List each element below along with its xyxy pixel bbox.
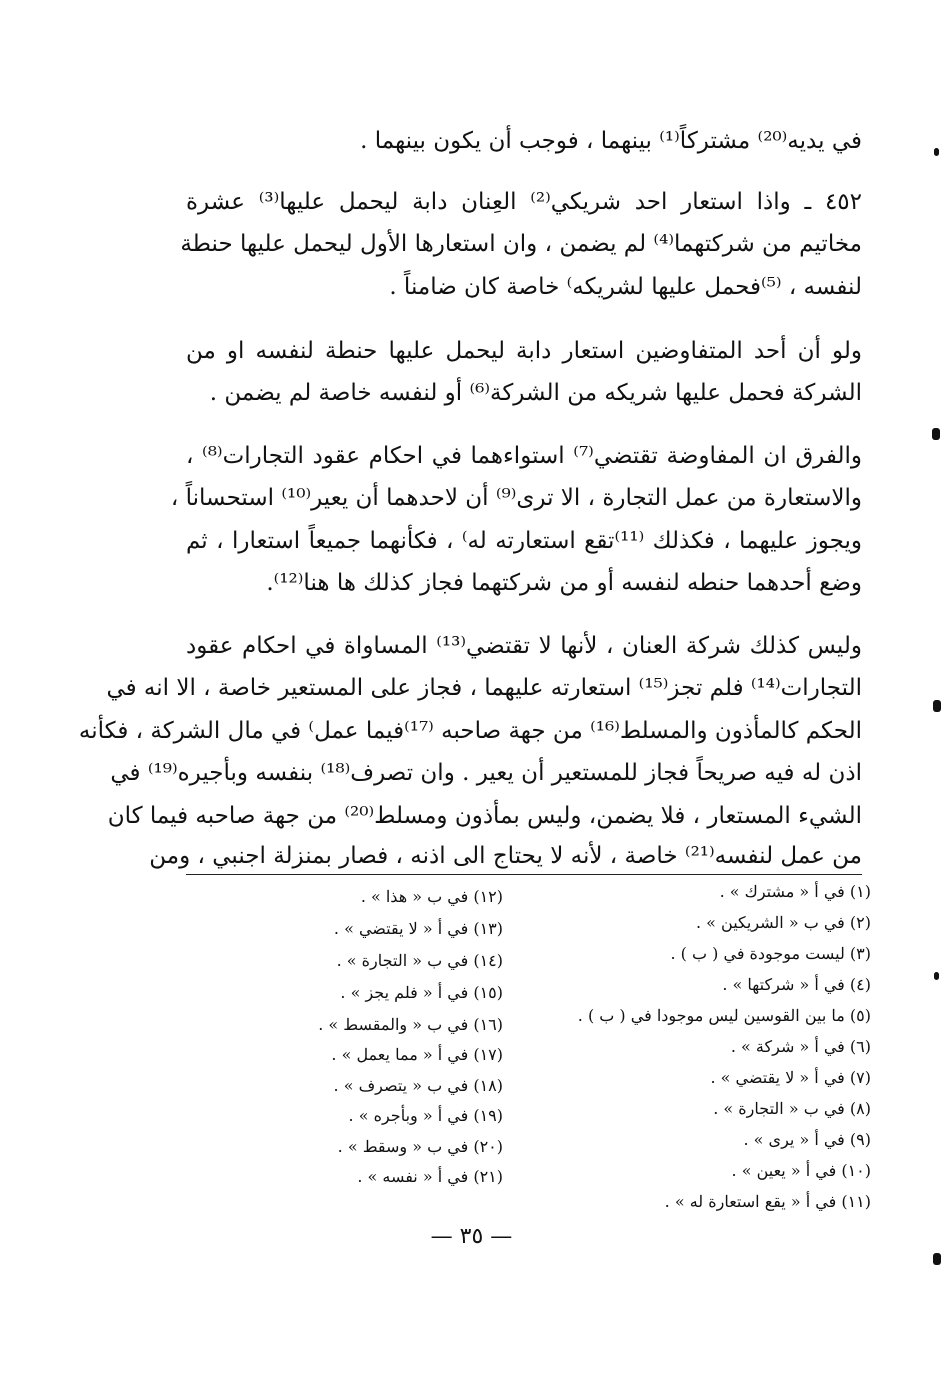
body-line: التجارات⁽¹⁴⁾ فلم تجز⁽¹⁵⁾ استعارته عليهما ، فجاز على المستعير خاصة ، الا انه في	[106, 675, 862, 701]
body-line: والاستعارة من عمل التجارة ، الا ترى⁽⁹⁾ أن لاحدهما أن يعير⁽¹⁰⁾ استحساناً ،	[170, 485, 862, 511]
footnote: (٥) ما بين القوسين ليس موجودا في ( ب ) .	[577, 1006, 871, 1025]
footnote: (١٣) في أ « لا يقتضي » .	[333, 919, 503, 938]
footnote: (١٠) في أ « يعين » .	[731, 1161, 871, 1180]
footnote: (٢) في ب « الشريكين » .	[695, 913, 871, 932]
body-line: ٤٥٢ ـ واذا استعار احد شريكي⁽²⁾ العِنان دابة ليحمل عليها⁽³⁾ عشرة	[186, 189, 862, 215]
footnote: (٦) في أ « شركة » .	[730, 1037, 871, 1056]
footnote: (١٨) في ب « يتصرف » .	[333, 1076, 503, 1095]
footnote: (٧) في أ « لا يقتضي » .	[710, 1068, 871, 1087]
footnote: (١) في أ « مشترك » .	[719, 882, 871, 901]
body-line: والفرق ان المفاوضة تقتضي⁽⁷⁾ استواءهما في احكام عقود التجارات⁽⁸⁾ ،	[186, 443, 862, 469]
footnote: (١٦) في ب « والمقسط » .	[318, 1015, 503, 1034]
body-line: ويجوز عليهما ، فكذلك ⁽¹¹⁾تقع استعارته له⁾ ، فكأنهما جميعاً استعارا ، ثم	[186, 528, 862, 554]
footnote: (١٢) في ب « هذا » .	[360, 887, 503, 906]
scan-mark	[932, 428, 940, 440]
footnote: (٩) في أ « يرى » .	[743, 1130, 871, 1149]
scan-mark	[934, 972, 939, 980]
scan-mark	[933, 700, 941, 712]
footnote: (٢٠) في ب « وسقط » .	[337, 1137, 503, 1156]
scan-mark	[934, 148, 939, 156]
body-line: الشيء المستعار ، فلا يضمن، وليس بمأذون ومسلط⁽²⁰⁾ من جهة صاحبه فيما كان	[107, 803, 862, 829]
footnote: (٨) في ب « التجارة » .	[713, 1099, 871, 1118]
body-line: وليس كذلك شركة العنان ، لأنها لا تقتضي⁽¹³⁾ المساواة في احكام عقود	[186, 633, 862, 659]
page-number: — ٣٥ —	[430, 1224, 513, 1249]
body-line: ولو أن أحد المتفاوضين استعار دابة ليحمل عليها حنطة لنفسه او من	[186, 338, 862, 364]
footnote: (١٩) في أ « وبأجره » .	[348, 1106, 503, 1125]
footnote: (١٧) في أ « مما يعمل » .	[331, 1045, 503, 1064]
scan-mark	[933, 1253, 941, 1265]
body-line: في يديه⁽²⁰⁾ مشتركاً⁽¹⁾ بينهما ، فوجب أن يكون بينهما .	[360, 128, 862, 154]
footnote: (٣) ليست موجودة في ( ب ) .	[670, 944, 871, 963]
body-line: الشركة فحمل عليها شريكه من الشركة⁽⁶⁾ أو لنفسه خاصة لم يضمن .	[209, 380, 862, 406]
body-line: لنفسه ، ⁽⁵⁾فحمل عليها لشريكه⁾ خاصة كان ضامناً .	[389, 274, 862, 300]
body-line: من عمل لنفسه⁽²¹⁾ خاصة ، لأنه لا يحتاج الى اذنه ، فصار بمنزلة اجنبي ، ومن	[149, 843, 862, 869]
footnote: (١٤) في ب « التجارة » .	[336, 951, 503, 970]
body-line: اذن له فيه صريحاً فجاز للمستعير أن يعير . وان تصرف⁽¹⁸⁾ بنفسه وبأجيره⁽¹⁹⁾ في	[110, 760, 862, 786]
body-line: الحكم كالمأذون والمسلط⁽¹⁶⁾ من جهة صاحبه ⁽¹⁷⁾فيما عمل⁾ في مال الشركة ، فكأنه	[78, 718, 862, 744]
footnote: (٤) في أ « شركتها » .	[722, 975, 871, 994]
footnote: (١٥) في أ « فلم يجز » .	[340, 983, 503, 1002]
body-line: وضع أحدهما حنطه لنفسه أو من شركتهما فجاز كذلك ها هنا⁽¹²⁾.	[266, 570, 862, 596]
footnote: (١١) في أ « يقع استعارة له » .	[664, 1192, 871, 1211]
footnote: (٢١) في أ « نفسه » .	[357, 1167, 503, 1186]
footnote-divider	[186, 874, 862, 875]
body-line: مخاتيم من شركتهما⁽⁴⁾ لم يضمن ، وان استعارها الأول ليحمل عليها حنطة	[180, 231, 862, 257]
